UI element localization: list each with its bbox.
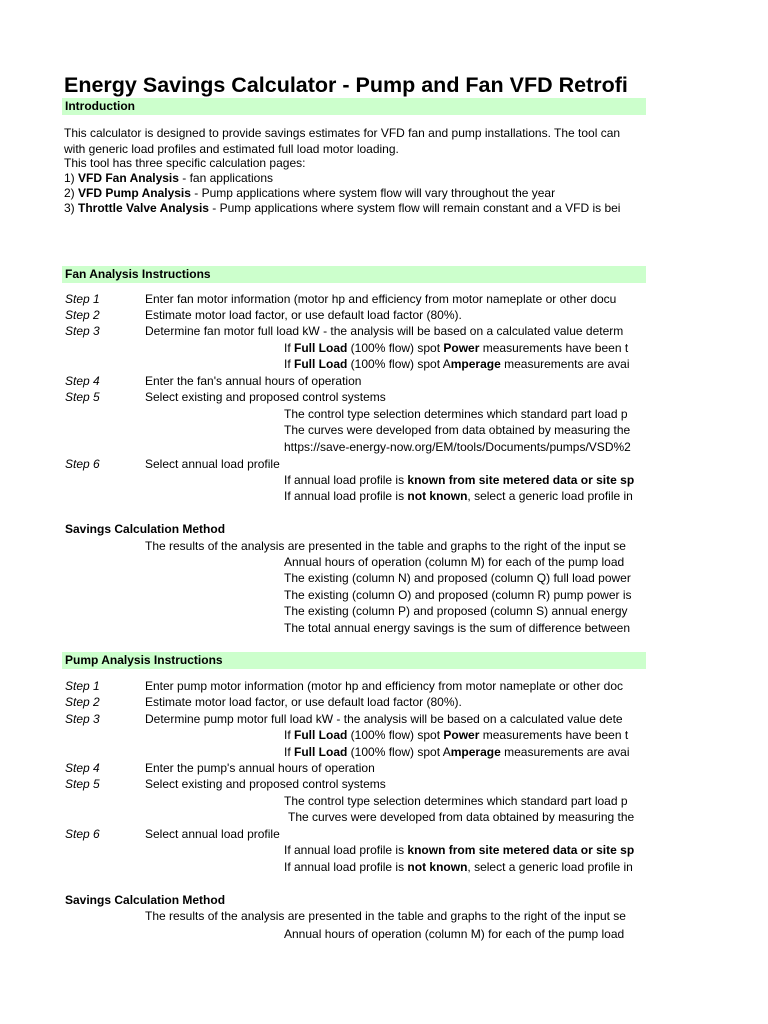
fan-step-4-label: Step 4	[65, 374, 100, 388]
intro-item-2: 2) VFD Pump Analysis - Pump applications where system flow will vary throughout the year	[64, 186, 556, 200]
fan-step-6-unknown-note: If annual load profile is not known, select a generic load profile in	[284, 489, 633, 503]
pump-step-6-known-note: If annual load profile is known from site metered data or site sp	[284, 843, 635, 857]
fan-savings-method-header: Savings Calculation Method	[65, 522, 226, 536]
fan-step-5-note-2: The curves were developed from data obtained by measuring the	[284, 423, 631, 437]
intro-item-3: 3) Throttle Valve Analysis - Pump applications where system flow will remain constant and a VFD is bei	[64, 201, 621, 215]
intro-line-2: with generic load profiles and estimated full load motor loading.	[64, 142, 399, 156]
fan-step-5-text: Select existing and proposed control systems	[145, 390, 386, 404]
pump-savings-line-1: Annual hours of operation (column M) for each of the pump load	[284, 927, 625, 941]
intro-item-1: 1) VFD Fan Analysis - fan applications	[64, 171, 273, 185]
fan-step-3-text: Determine fan motor full load kW - the analysis will be based on a calculated value determ	[145, 324, 624, 338]
fan-step-1-text: Enter fan motor information (motor hp and efficiency from motor nameplate or other docu	[145, 292, 617, 306]
fan-step-3-label: Step 3	[65, 324, 100, 338]
fan-step-2-label: Step 2	[65, 308, 100, 322]
fan-step-5-note-1: The control type selection determines which standard part load p	[284, 407, 628, 421]
fan-savings-intro: The results of the analysis are presented in the table and graphs to the right of the input se	[145, 539, 626, 553]
pump-step-4-label: Step 4	[65, 761, 100, 775]
fan-step-2-text: Estimate motor load factor, or use default load factor (80%).	[145, 308, 462, 322]
pump-step-3-label: Step 3	[65, 712, 100, 726]
pump-step-2-text: Estimate motor load factor, or use default load factor (80%).	[145, 695, 462, 709]
fan-step-6-text: Select annual load profile	[145, 457, 280, 471]
pump-step-6-text: Select annual load profile	[145, 827, 280, 841]
fan-savings-line-4: The existing (column P) and proposed (column S) annual energy	[284, 604, 628, 618]
fan-step-5-link[interactable]: https://save-energy-now.org/EM/tools/Documents/pumps/VSD%2	[284, 440, 631, 454]
pump-step-2-label: Step 2	[65, 695, 100, 709]
fan-step-5-label: Step 5	[65, 390, 100, 404]
pump-step-1-label: Step 1	[65, 679, 100, 693]
pump-savings-intro: The results of the analysis are presented in the table and graphs to the right of the input se	[145, 909, 626, 923]
pump-step-3-amperage-note: If Full Load (100% flow) spot Amperage measurements are avai	[284, 745, 630, 759]
pump-step-5-note-2: The curves were developed from data obtained by measuring the	[288, 810, 635, 824]
fan-step-3-power-note: If Full Load (100% flow) spot Power measurements have been t	[284, 341, 629, 355]
pump-step-5-label: Step 5	[65, 777, 100, 791]
pump-analysis-header: Pump Analysis Instructions	[65, 653, 223, 667]
fan-step-4-text: Enter the fan's annual hours of operation	[145, 374, 362, 388]
pump-step-6-label: Step 6	[65, 827, 100, 841]
fan-step-6-known-note: If annual load profile is known from site metered data or site sp	[284, 473, 635, 487]
pump-step-5-note-1: The control type selection determines which standard part load p	[284, 794, 628, 808]
fan-step-6-label: Step 6	[65, 457, 100, 471]
introduction-header-band	[62, 98, 646, 115]
fan-savings-line-3: The existing (column O) and proposed (column R) pump power is	[284, 588, 632, 602]
pump-step-3-power-note: If Full Load (100% flow) spot Power measurements have been t	[284, 728, 629, 742]
introduction-header: Introduction	[65, 99, 135, 113]
fan-savings-line-1: Annual hours of operation (column M) for each of the pump load	[284, 555, 625, 569]
intro-line-1: This calculator is designed to provide savings estimates for VFD fan and pump installations. The tool can	[64, 126, 621, 140]
fan-savings-line-5: The total annual energy savings is the sum of difference between	[284, 621, 630, 635]
fan-step-3-amperage-note: If Full Load (100% flow) spot Amperage measurements are avai	[284, 357, 630, 371]
pump-step-6-unknown-note: If annual load profile is not known, select a generic load profile in	[284, 860, 633, 874]
pump-step-3-text: Determine pump motor full load kW - the analysis will be based on a calculated value dete	[145, 712, 623, 726]
pump-step-1-text: Enter pump motor information (motor hp and efficiency from motor nameplate or other doc	[145, 679, 624, 693]
intro-line-3: This tool has three specific calculation pages:	[64, 156, 306, 170]
fan-step-1-label: Step 1	[65, 292, 100, 306]
pump-step-5-text: Select existing and proposed control systems	[145, 777, 386, 791]
pump-savings-method-header: Savings Calculation Method	[65, 893, 226, 907]
pump-step-4-text: Enter the pump's annual hours of operation	[145, 761, 375, 775]
fan-savings-line-2: The existing (column N) and proposed (column Q) full load power	[284, 571, 631, 585]
page-title: Energy Savings Calculator - Pump and Fan VFD Retrofi	[64, 73, 628, 97]
fan-analysis-header: Fan Analysis Instructions	[65, 267, 211, 281]
